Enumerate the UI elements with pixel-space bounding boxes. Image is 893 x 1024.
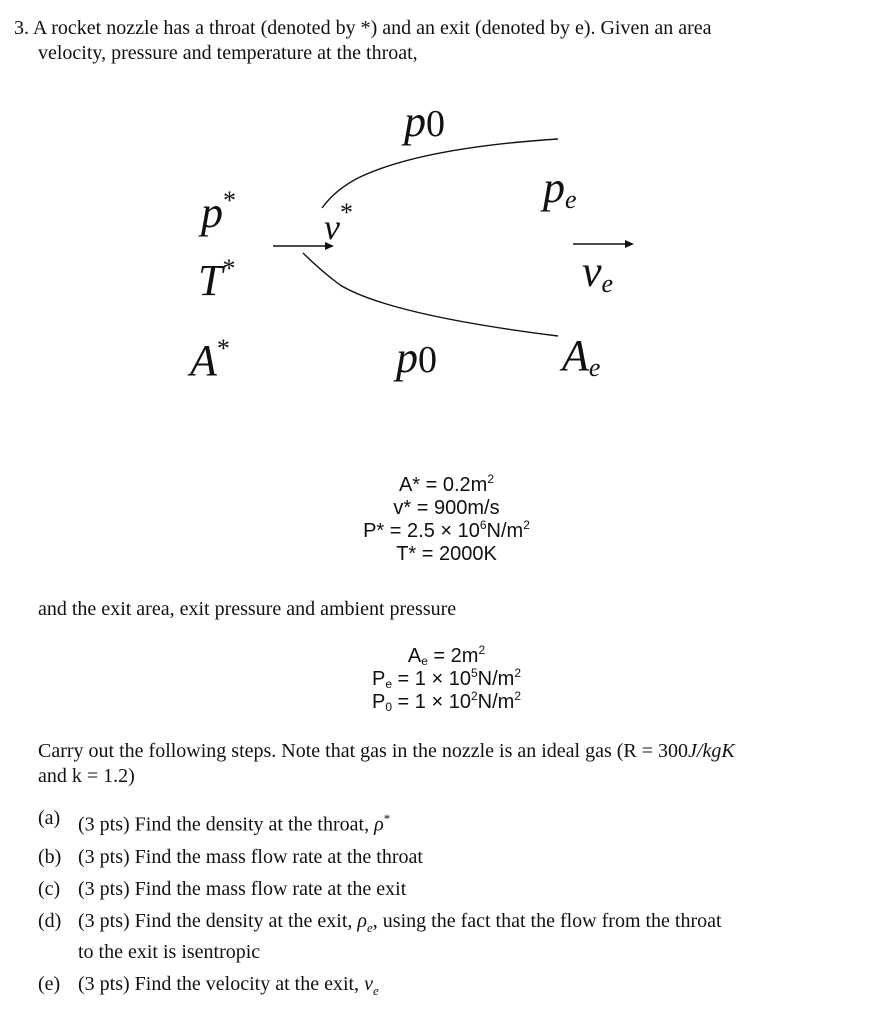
throat-velocity-value: v* = 900m/s: [393, 497, 500, 519]
exit-pressure-value: $P_e = 1 \times 10^5N/m^2$: [371, 666, 522, 691]
nozzle-diagram: [0, 90, 893, 410]
step-b: (b) (3 pts) Find the mass flow rate at the throat: [38, 845, 423, 868]
ambient-pressure-value: $P_0 = 1 \times 10^2N/m^2$: [371, 689, 522, 714]
carry-out-line-1: Carry out the following steps. Note that gas in the nozzle is an ideal gas (R = 300J/kgK: [38, 740, 735, 762]
steps-list: [38, 806, 858, 1010]
throat-area-value: $A* = 0.2m^2$: [398, 472, 495, 496]
step-d: (d) (3 pts) Find the density at the exit, $\rho_e$, using the fact that the flow from the throat to the exit is isentropic: [38, 909, 722, 963]
step-a: (a) (3 pts) Find the density at the throat, ρ*: [38, 807, 391, 836]
ambient-pressure-bottom-label: p0: [396, 333, 437, 382]
exit-area-label: $A_e$: [562, 331, 601, 382]
throat-temperature-value: T* = 2000K: [396, 543, 497, 565]
carry-out-text: [38, 739, 858, 789]
intro-line-1: A rocket nozzle has a throat (denoted by *) and an exit (denoted by e). Given an area: [32, 17, 712, 39]
ambient-pressure-top-label: p0: [404, 97, 445, 146]
nozzle-upper-wall: [322, 139, 558, 208]
exit-pressure-label: $p_e$: [543, 163, 577, 214]
nozzle-sketch: [0, 90, 893, 410]
exit-velocity-label: $v_e$: [582, 247, 614, 298]
throat-area-label: A*: [190, 334, 230, 385]
throat-temperature-label: T*: [198, 254, 236, 305]
nozzle-lower-wall: [303, 253, 558, 336]
exit-arrow-head: [625, 240, 634, 248]
step-e: (e) (3 pts) Find the velocity at the exit, $v_e$: [38, 972, 379, 998]
throat-pressure-label: p*: [201, 186, 236, 237]
intro-line-2: velocity, pressure and temperature at the throat,: [38, 42, 418, 64]
exit-values: [0, 645, 893, 714]
throat-values: [0, 474, 893, 566]
throat-pressure-value: $P* = 2.5 \times 10^6N/m^2$: [363, 518, 530, 542]
exit-area-value: $A_e = 2m^2$: [407, 643, 486, 668]
carry-out-line-2: and k = 1.2): [38, 765, 135, 787]
exit-intro-text: and the exit area, exit pressure and ambient pressure: [38, 598, 457, 620]
step-c: (c) (3 pts) Find the mass flow rate at the exit: [38, 877, 407, 900]
throat-velocity-label: v*: [324, 198, 353, 247]
problem-intro: [14, 16, 712, 66]
problem-number: 3.: [14, 17, 29, 39]
